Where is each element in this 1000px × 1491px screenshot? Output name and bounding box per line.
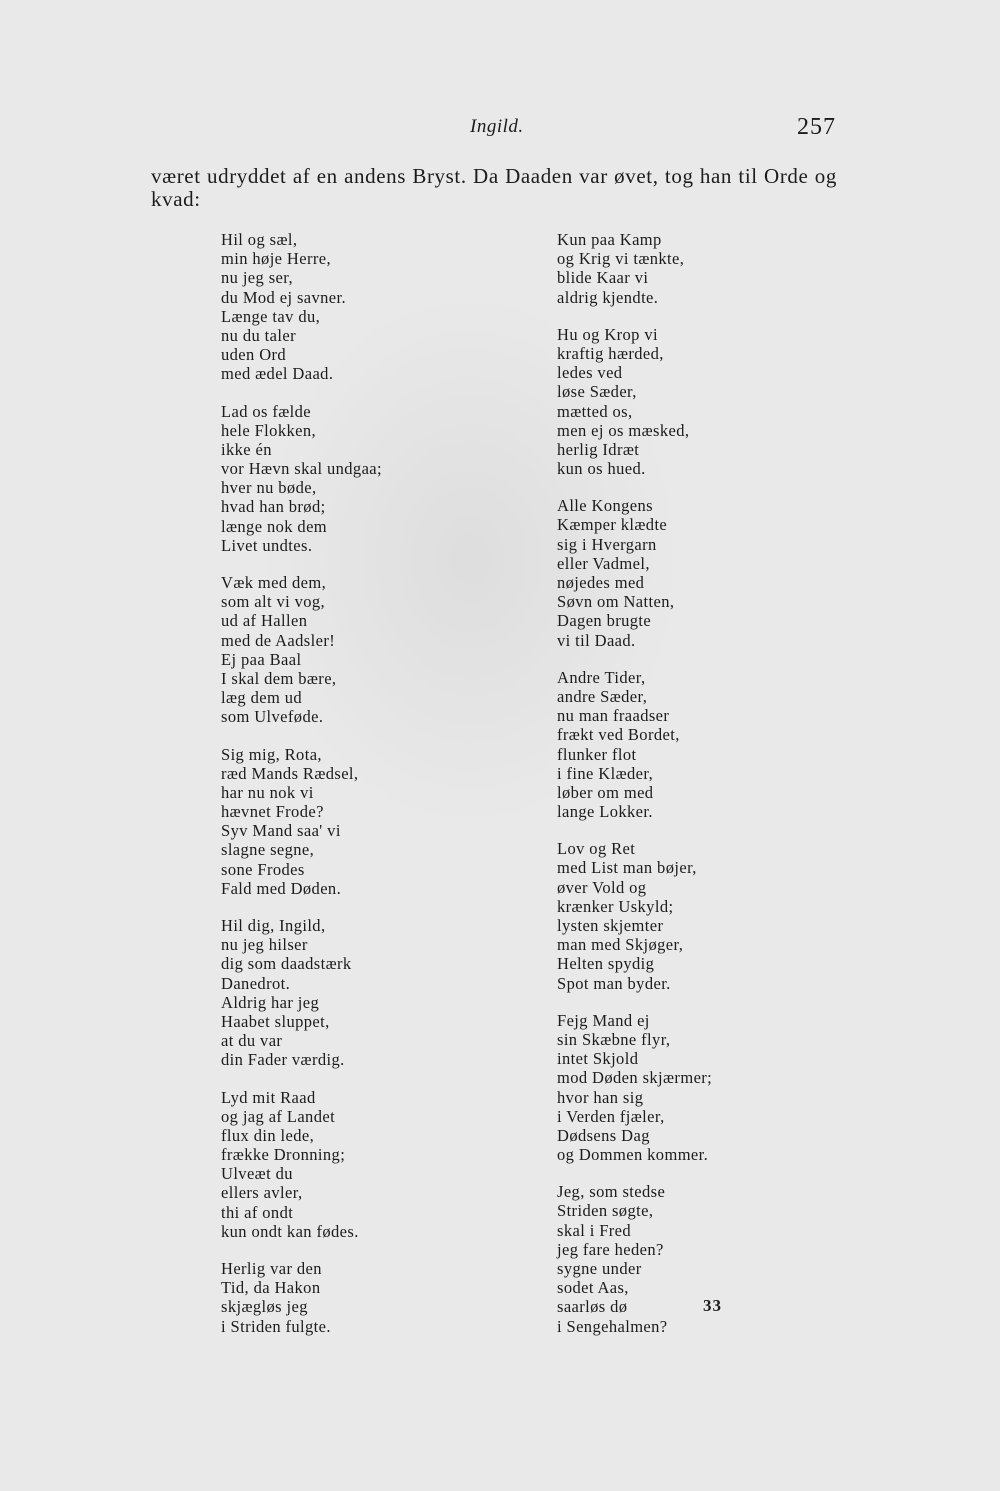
verse-line: hver nu bøde, [221,478,317,498]
verse-line: sig i Hvergarn [557,534,657,554]
verse-line: jeg fare heden? [557,1239,664,1259]
verse-line: Syv Mand saa' vi [221,821,341,841]
verse-line: andre Sæder, [557,686,648,706]
verse-line: hele Flokken, [221,420,317,440]
stanza [221,573,521,727]
verse-line: i fine Klæder, [557,763,654,783]
verse-line: herlig Idræt [557,439,640,459]
verse-line: vi til Daad. [557,630,636,650]
verse-line: Længe tav du, [221,306,321,326]
verse-line: skjægløs jeg [221,1297,308,1317]
verse-line: ræd Mands Rædsel, [221,763,359,783]
poem-left-column [221,230,521,1354]
verse-line: min høje Herre, [221,249,332,269]
stanza [221,745,521,899]
verse-line: krænker Uskyld; [557,896,674,916]
verse-line: Aldrig har jeg [221,992,320,1012]
verse-line: som alt vi vog, [221,592,326,612]
verse-line: og jag af Landet [221,1106,336,1126]
verse-line: Væk med dem, [221,573,327,592]
verse-line: lange Lokker. [557,802,653,822]
verse-line: med ædel Daad. [221,364,334,384]
stanza [557,839,857,993]
verse-line: nu jeg hilser [221,935,308,955]
verse-line: nu jeg ser, [221,268,294,288]
verse-line: ledes ved [557,363,623,383]
verse-line: Hu og Krop vi [557,324,658,344]
poem-right-column [557,230,857,1354]
verse-line: med List man bøjer, [557,858,697,878]
verse-line: ikke én [221,439,272,459]
verse-line: hvad han brød; [221,497,326,517]
verse-line: Ej paa Baal [221,649,302,669]
verse-line: uden Ord [221,345,287,365]
page-number: 257 [797,114,836,140]
verse-line: hævnet Frode? [221,802,324,822]
verse-line: kraftig hærded, [557,343,664,363]
verse-line: Danedrot. [221,973,291,993]
verse-line: længe nok dem [221,516,328,536]
verse-line: slagne segne, [221,840,315,860]
verse-line: Andre Tider, [557,667,646,687]
verse-line: Alle Kongens [557,496,653,516]
verse-line: Lyd mit Raad [221,1087,316,1107]
verse-line: I skal dem bære, [221,668,337,688]
verse-line: har nu nok vi [221,782,314,802]
verse-line: Hil og sæl, [221,230,298,249]
signature-mark: 33 [703,1296,722,1315]
verse-line: intet Skjold [557,1049,639,1069]
verse-line: mod Døden skjærmer; [557,1068,713,1088]
verse-line: Kun paa Kamp [557,230,662,249]
verse-line: sone Frodes [221,859,305,879]
verse-line: sygne under [557,1259,642,1278]
verse-line: løse Sæder, [557,382,637,402]
verse-line: vor Hævn skal undgaa; [221,459,383,479]
verse-line: Jeg, som stedse [557,1182,666,1202]
verse-line: Fald med Døden. [221,878,342,898]
verse-line: ellers avler, [221,1183,303,1203]
verse-line: Tid, da Hakon [221,1278,321,1298]
verse-line: Dødsens Dag [557,1125,650,1145]
verse-line: hvor han sig [557,1087,644,1107]
stanza [557,1011,857,1165]
verse-line: i Striden fulgte. [221,1316,331,1336]
verse-line: Søvn om Natten, [557,592,675,612]
verse-line: flunker flot [557,744,637,764]
verse-line: nøjedes med [557,573,645,592]
verse-line: Livet undtes. [221,535,313,555]
verse-line: aldrig kjendte. [557,287,659,307]
verse-line: thi af ondt [221,1202,294,1222]
verse-line: og Krig vi tænkte, [557,249,685,269]
stanza [557,325,857,479]
verse-line: at du var [221,1031,283,1051]
verse-line: som Ulveføde. [221,707,324,727]
verse-line: Haabet sluppet, [221,1011,330,1031]
verse-line: Hil dig, Ingild, [221,916,326,935]
verse-line: Herlig var den [221,1259,322,1278]
stanza [221,1259,521,1336]
verse-line: læg dem ud [221,688,302,708]
verse-line: mætted os, [557,401,633,421]
verse-line: dig som daadstærk [221,954,352,974]
verse-line: skal i Fred [557,1220,632,1240]
intro-paragraph: været udryddet af en andens Bryst. Da Daaden var øvet, tog han til Orde og kvad: [151,164,837,211]
verse-line: med de Aadsler! [221,630,336,650]
verse-line: Lov og Ret [557,839,636,859]
verse-line: blide Kaar vi [557,268,649,288]
verse-line: flux din lede, [221,1125,315,1145]
stanza [221,402,521,556]
verse-line: øver Vold og [557,877,647,897]
verse-line: din Fader værdig. [221,1050,345,1070]
stanza [221,916,521,1070]
verse-line: løber om med [557,782,654,802]
verse-line: Helten spydig [557,954,655,974]
verse-line: frække Dronning; [221,1145,346,1165]
verse-line: Kæmper klædte [557,515,668,535]
verse-line: nu man fraadser [557,706,670,726]
stanza [557,668,857,822]
verse-line: Fejg Mand ej [557,1010,650,1030]
verse-line: Dagen brugte [557,611,652,631]
verse-line: men ej os mæsked, [557,420,690,440]
verse-line: Ulveæt du [221,1164,293,1184]
verse-line: Lad os fælde [221,401,312,421]
stanza [221,1088,521,1242]
running-title: Ingild. [470,116,524,137]
verse-line: i Sengehalmen? [557,1316,668,1336]
verse-line: Sig mig, Rota, [221,744,322,764]
verse-line: lysten skjemter [557,916,664,935]
verse-line: nu du taler [221,325,296,345]
verse-line: man med Skjøger, [557,935,684,955]
verse-line: sodet Aas, [557,1278,629,1298]
verse-line: Spot man byder. [557,973,671,993]
verse-line: frækt ved Bordet, [557,725,680,745]
verse-line: sin Skæbne flyr, [557,1029,671,1049]
stanza [221,230,521,384]
verse-line: saarløs dø [557,1297,628,1317]
verse-line: Striden søgte, [557,1201,654,1221]
verse-line: og Dommen kommer. [557,1145,709,1165]
verse-line: i Verden fjæler, [557,1106,665,1126]
verse-line: du Mod ej savner. [221,287,347,307]
verse-line: eller Vadmel, [557,553,650,573]
stanza [557,496,857,650]
verse-line: kun ondt kan fødes. [221,1221,359,1241]
verse-line: kun os hued. [557,459,646,479]
stanza [557,230,857,307]
verse-line: ud af Hallen [221,611,308,631]
